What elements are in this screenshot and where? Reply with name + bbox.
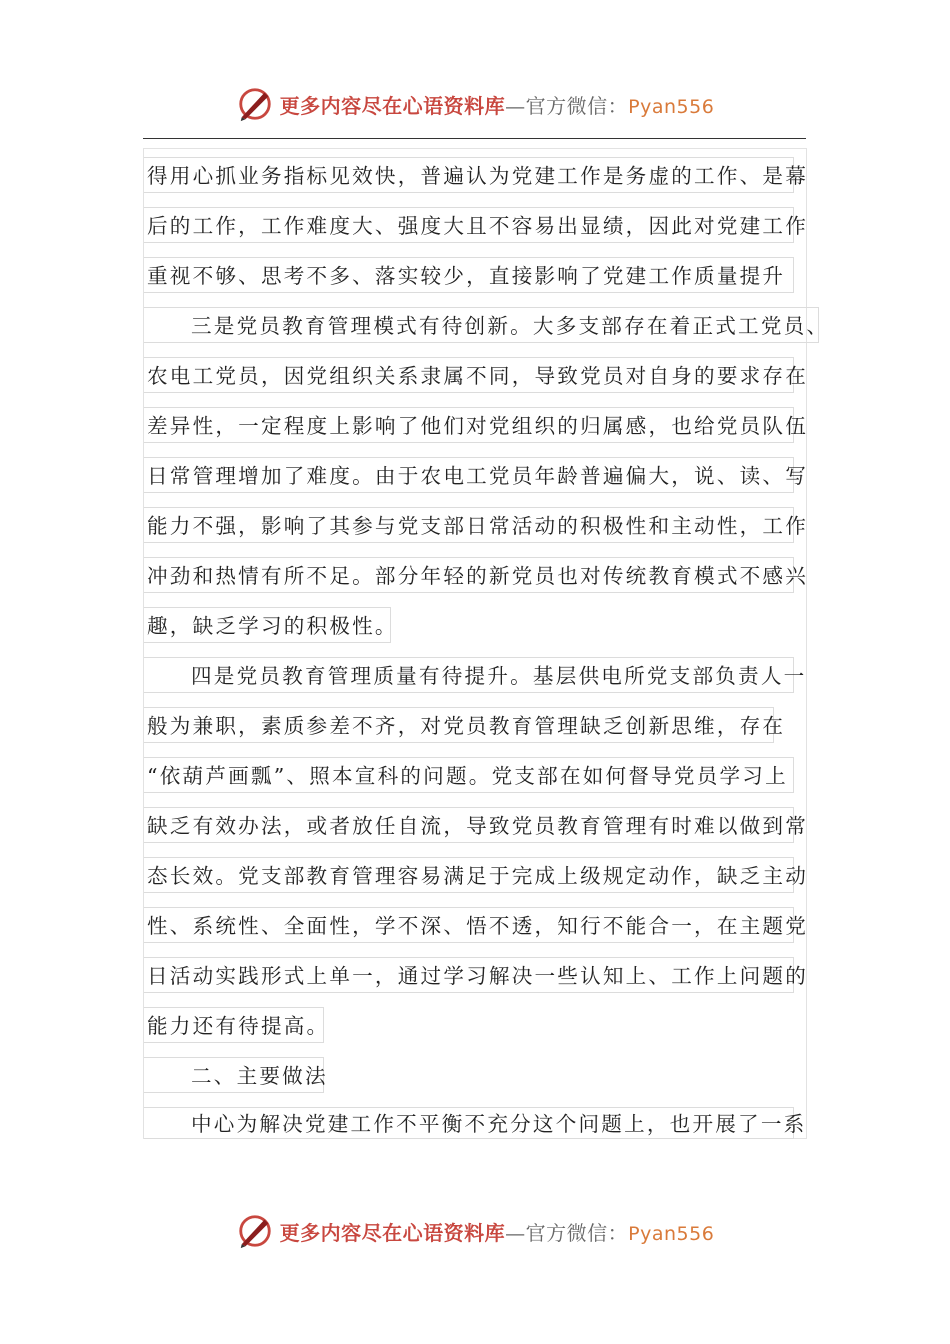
document-body — [143, 148, 830, 1139]
text-line: 能力还有待提高。 — [144, 1007, 324, 1043]
banner-text: 更多内容尽在心语资料库—官方微信：Pyan556 — [279, 93, 715, 118]
text-line: 日活动实践形式上单一，通过学习解决一些认知上、工作上问题的 — [144, 957, 794, 993]
banner-text: 更多内容尽在心语资料库—官方微信：Pyan556 — [279, 1220, 715, 1245]
text-line: 四是党员教育管理质量有待提升。基层供电所党支部负责人一 — [144, 657, 794, 693]
text-line: 三是党员教育管理模式有待创新。大多支部存在着正式工党员、 — [144, 307, 819, 343]
text-line: 般为兼职，素质参差不齐，对党员教育管理缺乏创新思维，存在 — [144, 707, 774, 743]
header-banner — [0, 84, 950, 124]
pen-logo-icon — [236, 85, 274, 123]
text-line: 缺乏有效办法，或者放任自流，导致党员教育管理有时难以做到常 — [144, 807, 794, 843]
section-heading: 二、主要做法 — [144, 1057, 324, 1093]
text-line: 差异性，一定程度上影响了他们对党组织的归属感，也给党员队伍 — [144, 407, 794, 443]
text-line: “依葫芦画瓢”、照本宣科的问题。党支部在如何督导党员学习上 — [144, 757, 794, 793]
text-line: 中心为解决党建工作不平衡不充分这个问题上，也开展了一系 — [144, 1107, 794, 1139]
pen-logo-icon — [236, 1212, 274, 1250]
text-line: 日常管理增加了难度。由于农电工党员年龄普遍偏大，说、读、写 — [144, 457, 794, 493]
text-line: 性、系统性、全面性，学不深、悟不透，知行不能合一，在主题党 — [144, 907, 794, 943]
text-line: 能力不强，影响了其参与党支部日常活动的积极性和主动性，工作 — [144, 507, 794, 543]
text-line: 态长效。党支部教育管理容易满足于完成上级规定动作，缺乏主动 — [144, 857, 794, 893]
text-line: 冲劲和热情有所不足。部分年轻的新党员也对传统教育模式不感兴 — [144, 557, 794, 593]
text-line: 趣，缺乏学习的积极性。 — [144, 607, 391, 643]
text-line: 后的工作，工作难度大、强度大且不容易出显绩，因此对党建工作 — [144, 207, 794, 243]
text-line: 重视不够、思考不多、落实较少，直接影响了党建工作质量提升 — [144, 257, 794, 293]
header-divider — [143, 138, 806, 139]
footer-banner — [0, 1211, 950, 1251]
text-line: 得用心抓业务指标见效快，普遍认为党建工作是务虚的工作、是幕 — [144, 157, 794, 193]
text-line: 农电工党员，因党组织关系隶属不同，导致党员对自身的要求存在 — [144, 357, 794, 393]
